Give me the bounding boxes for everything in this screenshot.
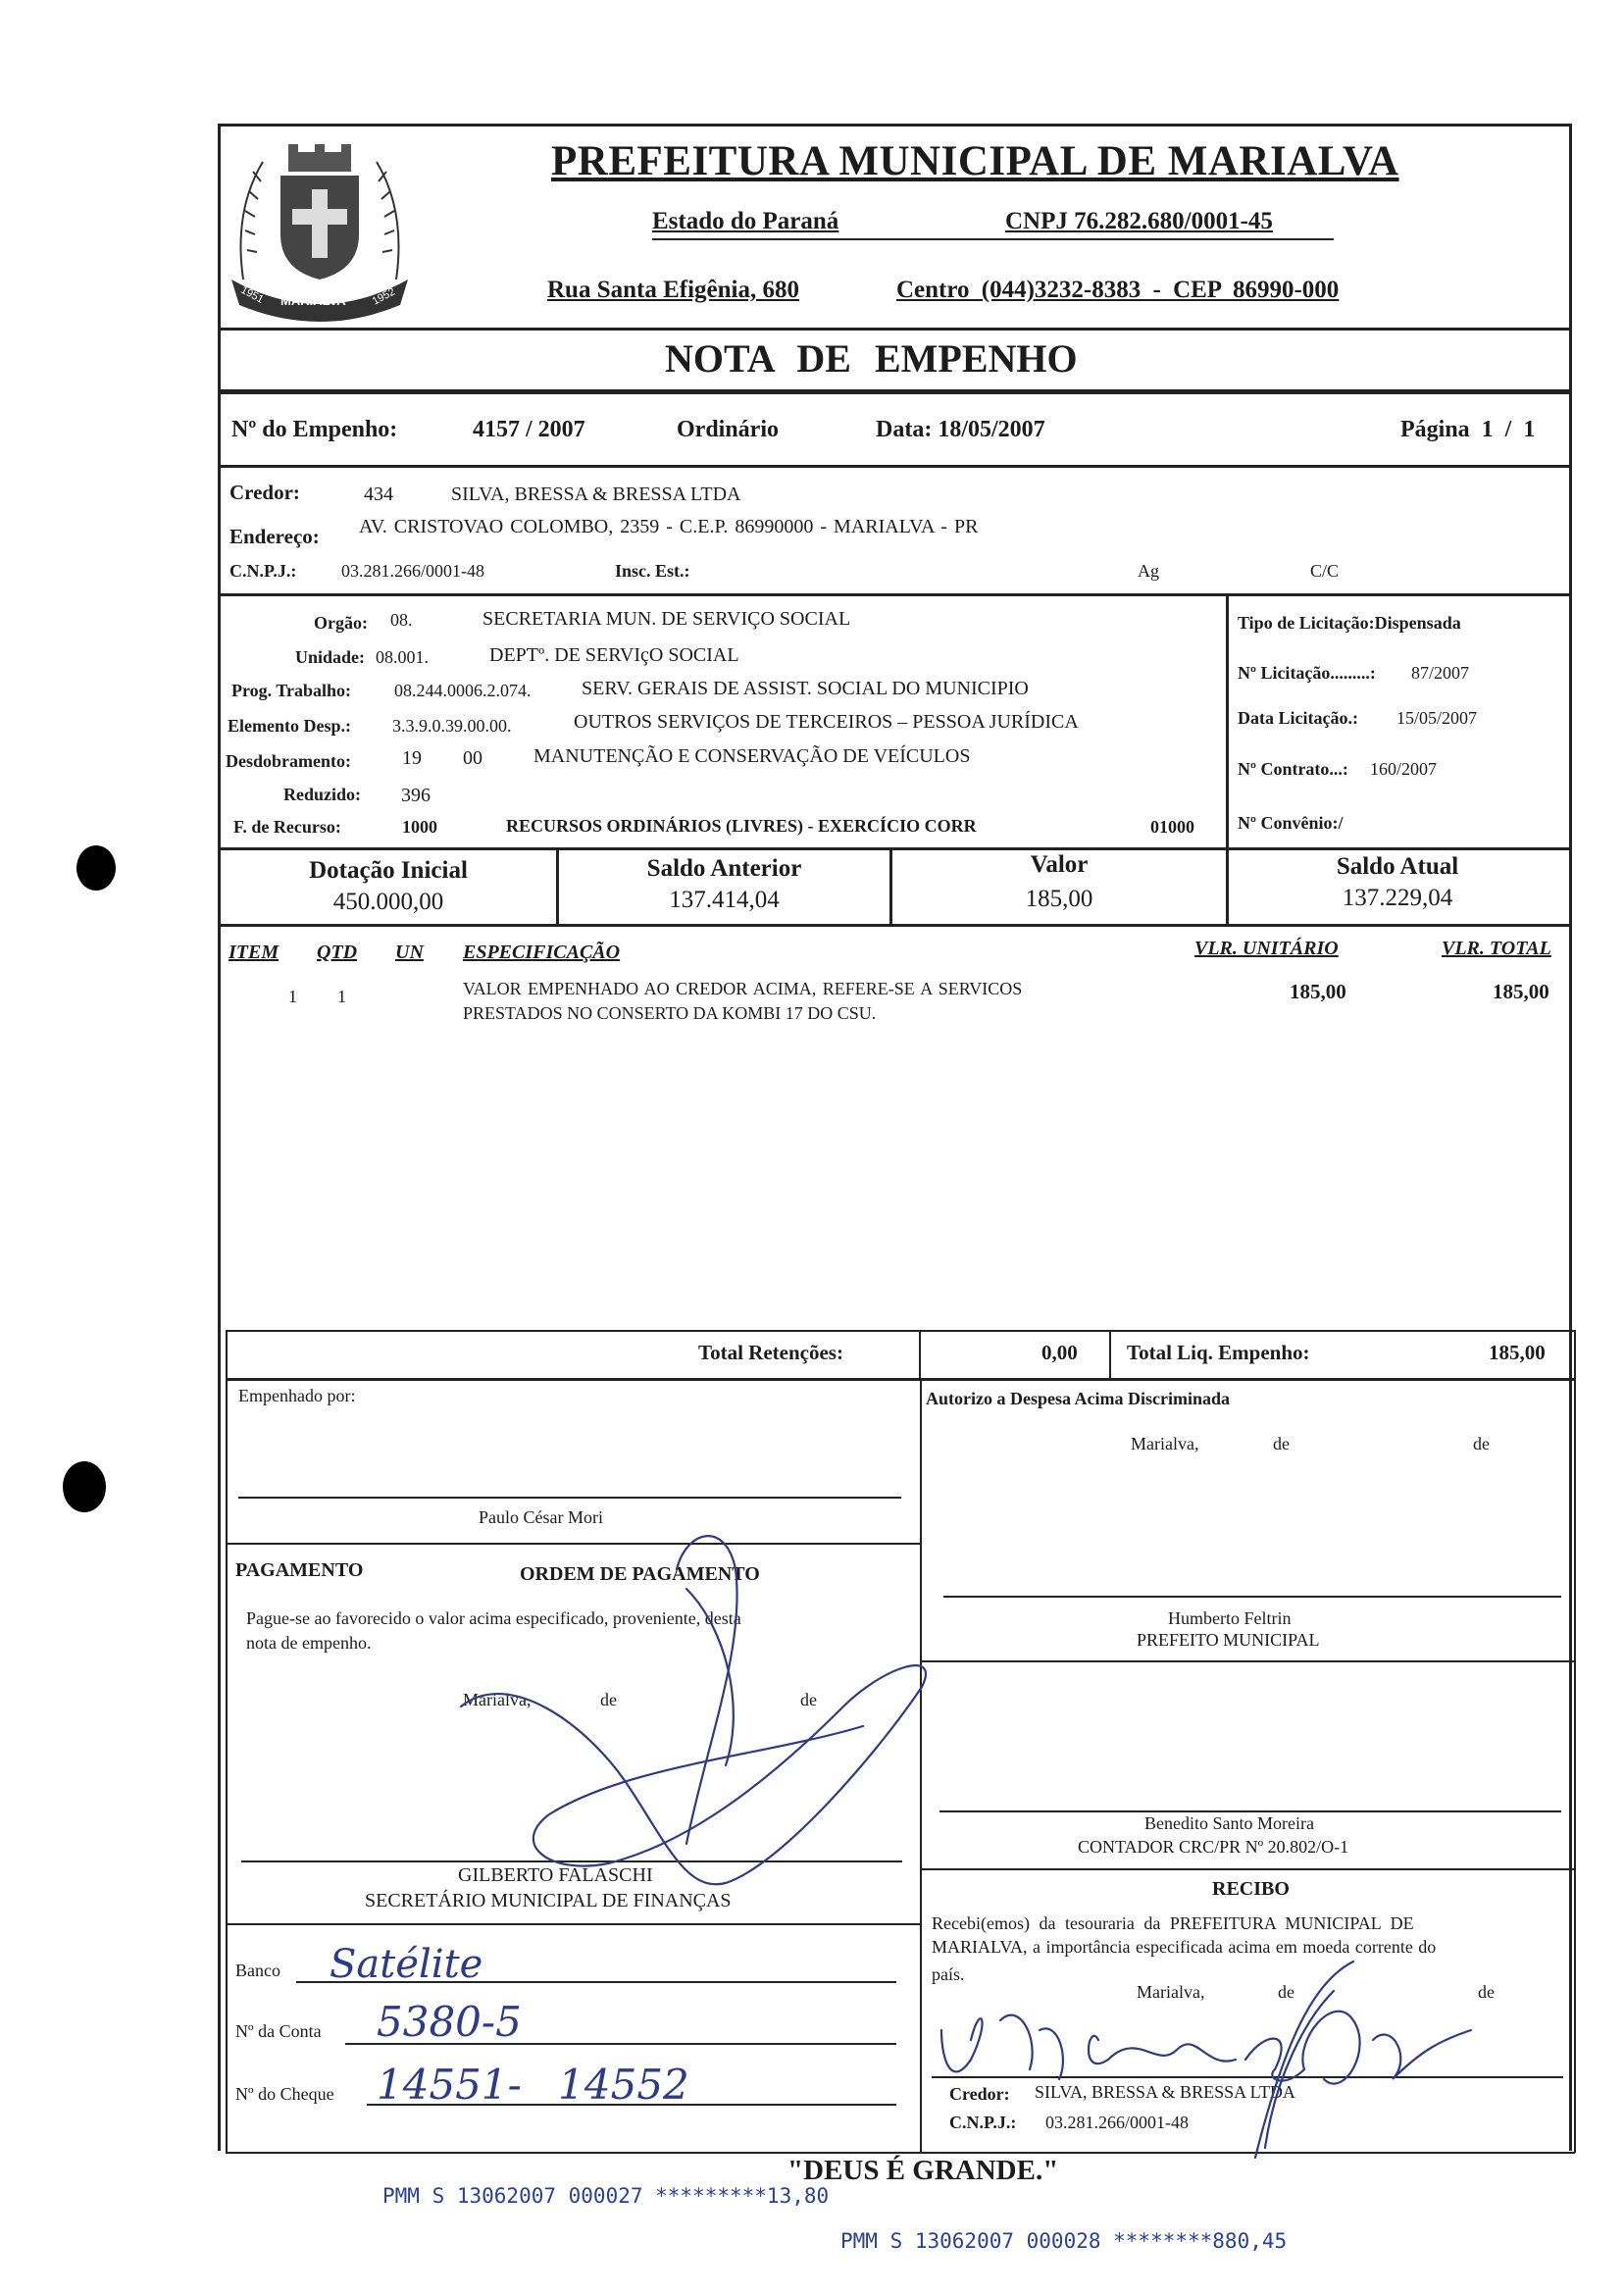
signature-line [238,1497,901,1499]
punch-hole [63,1461,106,1512]
cnpj-value: 03.281.266/0001-48 [341,561,484,581]
recibo-cnpj: 03.281.266/0001-48 [1045,2113,1189,2132]
recibo-de-1: de [1278,1982,1294,2002]
divider [919,1330,921,1378]
orgao-code: 08. [390,610,413,630]
item-desc-line-1: VALOR EMPENHADO AO CREDOR ACIMA, REFERE-SE A SERVICOS [463,979,1023,998]
tipo-licitacao: Tipo de Licitação:Dispensada [1238,613,1461,633]
desdobramento-code-2: 00 [463,747,482,769]
recibo-cnpj-label: C.N.P.J.: [949,2113,1017,2132]
document-title: NOTA DE EMPENHO [665,336,1078,381]
svg-text:1952: 1952 [370,285,398,308]
page-title: PREFEITURA MUNICIPAL DE MARIALVA [551,138,1399,184]
pague-se-text-line-2: nota de empenho. [246,1633,372,1653]
divider [226,1378,1575,1381]
item-total-value: 185,00 [1493,980,1549,1003]
fonte-recurso-code-2: 01000 [1150,817,1194,837]
saldo-anterior-label: Saldo Anterior [646,855,802,882]
cc-label: C/C [1310,561,1340,581]
saldo-anterior-value: 137.414,04 [669,887,780,913]
col-espec: ESPECIFICAÇÃO [463,942,621,963]
signature-line [241,1860,902,1862]
fonte-recurso-desc: RECURSOS ORDINÁRIOS (LIVRES) - EXERCÍCIO CORR [506,816,977,836]
fonte-recurso-code: 1000 [402,817,437,837]
unidade-label: Unidade: [295,647,366,667]
dotacao-inicial-value: 450.000,00 [332,889,444,915]
signature-line [943,1596,1561,1598]
insc-label: Insc. Est.: [615,561,690,581]
elemento-desc: OUTROS SERVIÇOS DE TERCEIROS – PESSOA JURÍDICA [574,711,1079,733]
divider [1574,1330,1576,2153]
orgao-label: Orgão: [314,613,368,633]
payment-stamp-2: PMM S 13062007 000028 ********880,45 [840,2229,1288,2253]
total-liquido-value: 185,00 [1489,1341,1546,1364]
valor-value: 185,00 [1025,886,1093,912]
header-contact: Centro (044)3232-8383 - CEP 86990-000 [896,277,1340,303]
endereco-label: Endereço: [229,525,320,548]
secretario-name: GILBERTO FALASCHI [458,1864,653,1886]
header-cnpj: CNPJ 76.282.680/0001-45 [1005,208,1273,234]
contador-title: CONTADOR CRC/PR Nº 20.802/O-1 [1078,1837,1349,1857]
divider [226,1923,920,1925]
unidade-desc: DEPTº. DE SERVIçO SOCIAL [489,644,739,666]
cnpj-label: C.N.P.J.: [229,561,297,581]
page-indicator: Página 1 / 1 [1400,417,1536,442]
total-retencoes-value: 0,00 [1041,1341,1078,1364]
payment-stamp-1: PMM S 13062007 000027 *********13,80 [382,2184,830,2208]
divider [226,1330,1575,1332]
desdobramento-desc: MANUTENÇÃO E CONSERVAÇÃO DE VEÍCULOS [533,745,971,767]
cheque-value: 14551- 14552 [377,2061,689,2109]
credor-name: SILVA, BRESSA & BRESSA LTDA [451,484,741,505]
divider [226,1543,920,1545]
autorizo-de-2: de [1473,1434,1490,1453]
empenhado-por-name: Paulo César Mori [479,1507,603,1527]
licitacao-date: 15/05/2007 [1396,708,1478,728]
item-unit-value: 185,00 [1290,980,1346,1003]
header-rule [652,238,1334,240]
pagamento-de-2: de [800,1690,817,1709]
punch-hole [76,845,116,891]
banco-label: Banco [235,1961,280,1980]
col-total-value: VLR. TOTAL [1442,938,1551,959]
divider [218,465,1569,468]
divider [218,593,1569,596]
crest-label: MARIALVA [280,293,346,308]
autorizo-city: Marialva, [1131,1434,1199,1453]
pague-se-text-line-1: Pague-se ao favorecido o valor acima especificado, proveniente, desta [246,1608,741,1628]
motto: "DEUS É GRANDE." [787,2155,1059,2186]
pagamento-de-1: de [600,1690,617,1709]
saldo-atual-value: 137.229,04 [1342,885,1453,911]
divider [226,2152,1575,2154]
col-unit-value: VLR. UNITÁRIO [1194,938,1339,959]
secretario-title: SECRETÁRIO MUNICIPAL DE FINANÇAS [365,1890,732,1911]
prog-label: Prog. Trabalho: [231,681,352,700]
credor-code: 434 [364,484,393,505]
recibo-text-line-1: Recebi(emos) da tesouraria da PREFEITURA MUNICIPAL DE [932,1913,1414,1933]
signature-line [939,1810,1561,1812]
autorizo-label: Autorizo a Despesa Acima Discriminada [926,1389,1230,1408]
conta-label: Nº da Conta [235,2021,322,2041]
svg-text:1951: 1951 [238,283,266,306]
fonte-recurso-label: F. de Recurso: [233,817,341,837]
divider [218,847,1569,850]
prog-desc: SERV. GERAIS DE ASSIST. SOCIAL DO MUNICIPIO [582,678,1029,699]
orgao-desc: SECRETARIA MUN. DE SERVIÇO SOCIAL [482,608,851,630]
state-name: Estado do Paraná [652,208,839,234]
contrato-number: 160/2007 [1370,759,1438,779]
col-item: ITEM [228,942,279,963]
item-qtd: 1 [337,987,346,1006]
empenho-date: Data: 18/05/2007 [876,417,1045,442]
recibo-credor-label: Credor: [949,2084,1010,2104]
header-address: Rua Santa Efigênia, 680 [547,277,799,303]
prefeito-title: PREFEITO MUNICIPAL [1137,1630,1320,1650]
prog-code: 08.244.0006.2.074. [394,681,532,700]
convenio: Nº Convênio:/ [1238,813,1344,833]
credor-label: Credor: [229,481,300,504]
divider [218,389,1569,394]
reduzido-value: 396 [401,785,431,806]
pagamento-label: PAGAMENTO [235,1559,364,1581]
divider [920,1660,1575,1662]
divider [1109,1330,1111,1378]
divider [218,328,1569,331]
valor-label: Valor [1030,851,1089,878]
desdobramento-code-1: 19 [402,747,422,769]
banco-value: Satélite [330,1942,483,1987]
contrato-label: Nº Contrato...: [1238,759,1348,779]
item-number: 1 [288,987,297,1006]
elemento-code: 3.3.9.0.39.00.00. [392,716,512,736]
divider [920,1378,922,2153]
recibo-text-line-3: país. [932,1964,965,1984]
signature-line [932,2076,1563,2078]
empenho-number-label: Nº do Empenho: [231,417,398,442]
reduzido-label: Reduzido: [283,785,362,804]
recibo-title: RECIBO [1212,1878,1290,1900]
licitacao-date-label: Data Licitação.: [1238,708,1358,728]
licitacao-number-label: Nº Licitação.........: [1238,663,1376,683]
item-desc-line-2: PRESTADOS NO CONSERTO DA KOMBI 17 DO CSU. [463,1003,877,1023]
unidade-code: 08.001. [376,647,429,667]
divider [226,1330,228,2153]
ag-label: Ag [1138,561,1159,581]
divider [920,1868,1575,1870]
recibo-text-line-2: MARIALVA, a importância especificada acima em moeda corrente do [932,1937,1437,1957]
desdobramento-label: Desdobramento: [226,751,351,771]
empenho-number: 4157 / 2007 [473,417,585,442]
recibo-credor-name: SILVA, BRESSA & BRESSA LTDA [1035,2082,1295,2102]
ordem-pagamento-label: ORDEM DE PAGAMENTO [520,1563,760,1585]
autorizo-de-1: de [1273,1434,1290,1453]
licitacao-number: 87/2007 [1411,663,1470,683]
cheque-label: Nº do Cheque [235,2084,334,2104]
conta-value: 5380-5 [377,1998,522,2046]
total-retencoes-label: Total Retenções: [698,1341,843,1364]
recibo-city: Marialva, [1137,1982,1205,2002]
elemento-label: Elemento Desp.: [228,716,351,736]
dotacao-inicial-label: Dotação Inicial [309,857,468,884]
recibo-de-2: de [1478,1982,1495,2002]
pagamento-city: Marialva, [463,1690,532,1709]
col-qtd: QTD [317,942,358,963]
col-un: UN [395,942,424,963]
total-liquido-label: Total Liq. Empenho: [1127,1341,1310,1364]
divider [218,924,1569,927]
divider [1226,593,1229,847]
municipal-crest [224,132,416,329]
endereco-value: AV. CRISTOVAO COLOMBO, 2359 - C.E.P. 86990000 - MARIALVA - PR [359,516,979,537]
contador-name: Benedito Santo Moreira [1144,1813,1314,1833]
prefeito-name: Humberto Feltrin [1168,1608,1292,1628]
saldo-atual-label: Saldo Atual [1336,853,1459,880]
empenho-type: Ordinário [677,417,780,442]
empenhado-por-label: Empenhado por: [238,1386,356,1405]
